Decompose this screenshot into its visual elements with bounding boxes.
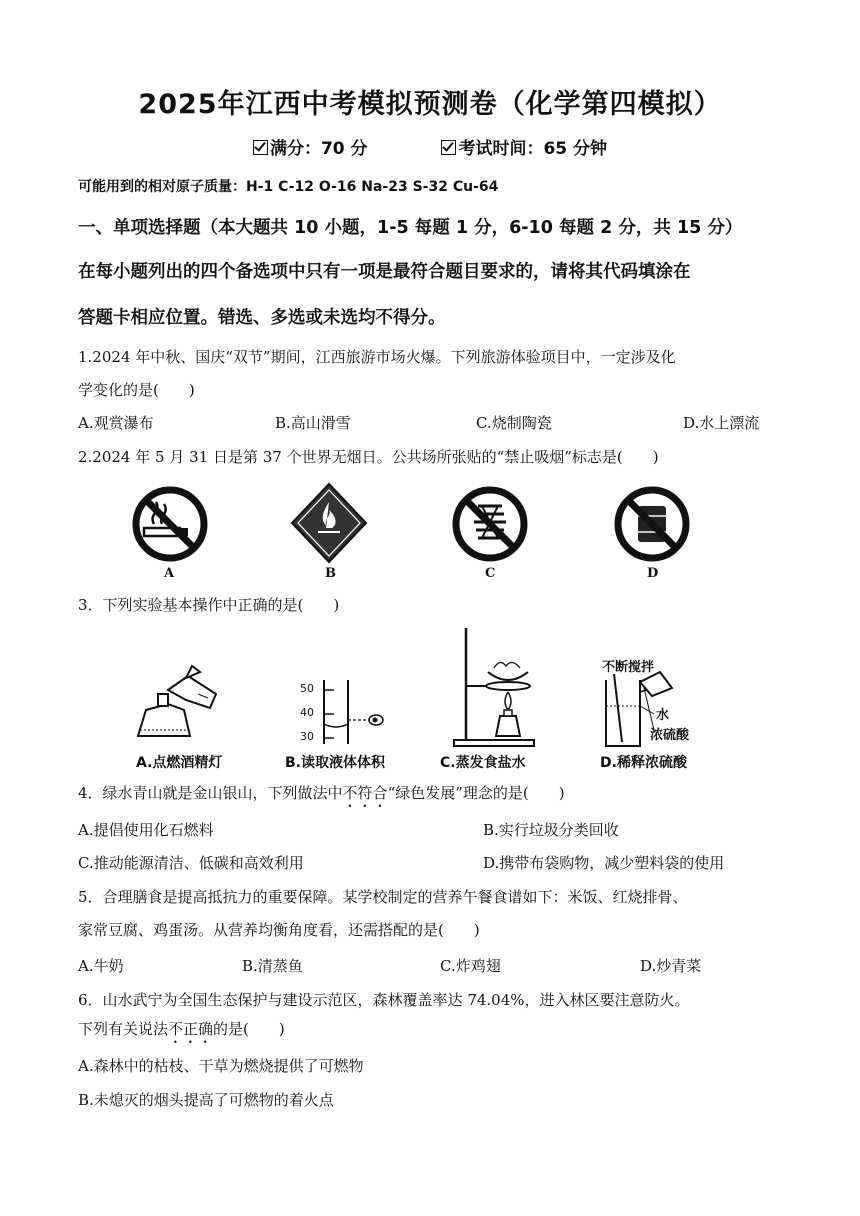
q2-text: 2.2024 年 5 月 31 日是第 37 个世界无烟日。公共场所张贴的“禁止吸烟”标志是( ) bbox=[78, 448, 659, 466]
q3-text: 3．下列实验基本操作中正确的是( ) bbox=[78, 596, 340, 614]
q5-text-2: 家常豆腐、鸡蛋汤。从营养均衡角度看，还需搭配的是( ) bbox=[78, 921, 480, 939]
q3-caption-c: C.蒸发食盐水 bbox=[440, 755, 526, 771]
q2-label-b: B bbox=[325, 566, 336, 581]
q3-caption-b: B.读取液体体积 bbox=[285, 755, 385, 771]
q6-option-b: B.未熄灭的烟头提高了可燃物的着火点 bbox=[78, 1091, 334, 1109]
q4-option-b: B.实行垃圾分类回收 bbox=[483, 821, 619, 839]
q4-option-a: A.提倡使用化石燃料 bbox=[78, 821, 214, 839]
section-instruction-1: 在每小题列出的四个备选项中只有一项是最符合题目要求的，请将其代码填涂在 bbox=[78, 262, 691, 282]
q2-label-d: D bbox=[647, 566, 659, 581]
scale-50: 50 bbox=[300, 682, 314, 695]
water-label: 水 bbox=[656, 708, 670, 723]
q5-option-d: D.炒青菜 bbox=[640, 957, 702, 975]
section-heading: 一、单项选择题（本大题共 10 小题，1-5 每题 1 分，6-10 每题 2 分，共 15 分） bbox=[78, 218, 743, 238]
q2-label-c: C bbox=[485, 566, 496, 581]
exam-meta bbox=[0, 134, 860, 159]
no-smoking-sign-icon bbox=[130, 484, 210, 564]
hazard-diamond-icon bbox=[290, 482, 368, 564]
q1-option-a: A.观赏瀑布 bbox=[78, 414, 154, 432]
scale-40: 40 bbox=[300, 706, 314, 719]
atomic-masses: 可能用到的相对原子质量：H-1 C-12 O-16 Na-23 S-32 Cu-64 bbox=[78, 179, 499, 195]
full-marks: 满分：70 分 bbox=[253, 134, 368, 159]
checkbox-icon bbox=[441, 140, 456, 155]
q1-text-2: 学变化的是( ) bbox=[78, 381, 195, 399]
q5-option-b: B.清蒸鱼 bbox=[242, 957, 303, 975]
q4-text: 4．绿水青山就是金山银山，下列做法中不符合“绿色发展”理念的是( ) bbox=[78, 784, 565, 802]
q1-text-1: 1.2024 年中秋、国庆“双节”期间，江西旅游市场火爆。下列旅游体验项目中，一定涉及化 bbox=[78, 348, 676, 366]
q3-caption-a: A.点燃酒精灯 bbox=[136, 755, 223, 771]
q2-label-a: A bbox=[164, 566, 175, 581]
q4-option-d: D.携带布袋购物，减少塑料袋的使用 bbox=[483, 854, 725, 872]
alcohol-lamp-figure bbox=[128, 664, 228, 748]
q4-option-c: C.推动能源清洁、低碳和高效利用 bbox=[78, 854, 304, 872]
q1-option-b: B.高山滑雪 bbox=[275, 414, 351, 432]
q1-option-d: D.水上漂流 bbox=[683, 414, 760, 432]
q5-option-a: A.牛奶 bbox=[78, 957, 124, 975]
checkbox-icon bbox=[253, 140, 268, 155]
q6-text-2: 下列有关说法不正确的是( ) bbox=[78, 1020, 285, 1038]
scale-30: 30 bbox=[300, 730, 314, 743]
section-instruction-2: 答题卡相应位置。错选、多选或未选均不得分。 bbox=[78, 308, 446, 328]
q6-text-1: 6．山水武宁为全国生态保护与建设示范区，森林覆盖率达 74.04%，进入林区要注意防火。 bbox=[78, 991, 690, 1009]
stir-label: 不断搅拌 bbox=[602, 660, 655, 675]
q5-option-c: C.炸鸡翅 bbox=[440, 957, 501, 975]
no-barrel-sign-icon bbox=[612, 484, 692, 564]
exam-time: 考试时间：65 分钟 bbox=[441, 134, 607, 159]
acid-label: 浓硫酸 bbox=[650, 728, 690, 743]
q6-option-a: A.森林中的枯枝、干草为燃烧提供了可燃物 bbox=[78, 1057, 364, 1075]
q3-caption-d: D.稀释浓硫酸 bbox=[600, 755, 687, 771]
q1-option-c: C.烧制陶瓷 bbox=[476, 414, 552, 432]
q5-text-1: 5．合理膳食是提高抵抗力的重要保障。某学校制定的营养午餐食谱如下：米饭、红烧排骨、 bbox=[78, 888, 688, 906]
page-title: 2025年江西中考模拟预测卷（化学第四模拟） bbox=[138, 89, 722, 120]
evaporation-figure bbox=[450, 624, 540, 750]
no-fireworks-sign-icon bbox=[450, 484, 530, 564]
